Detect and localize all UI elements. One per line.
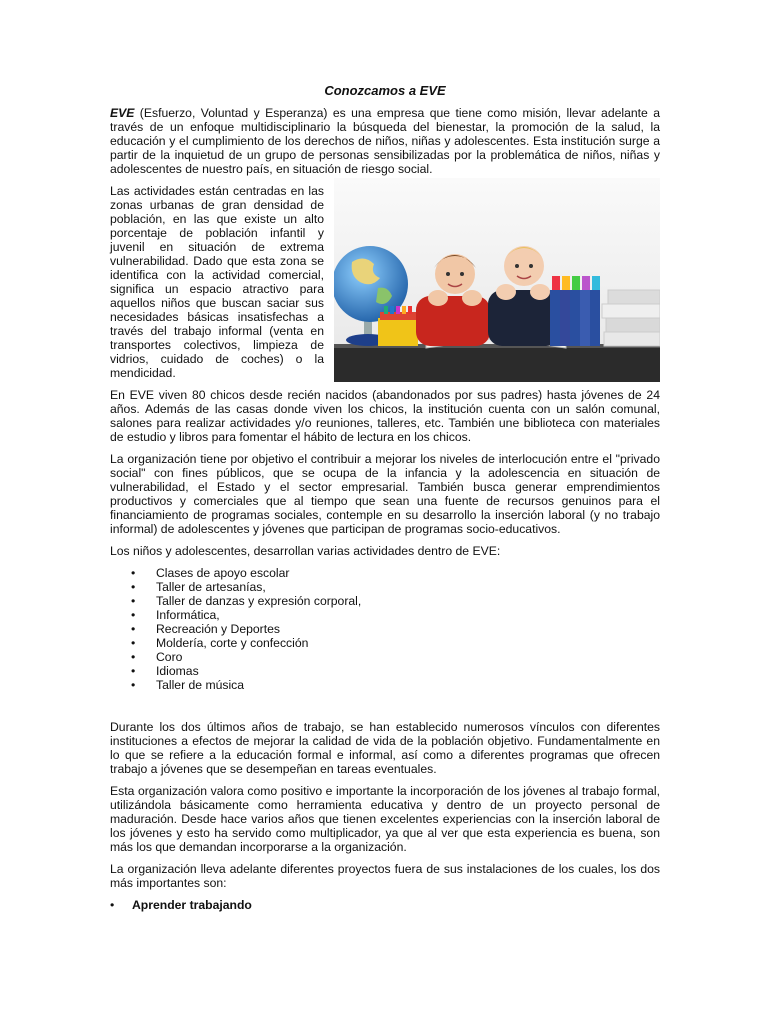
paragraph: Los niños y adolescentes, desarrollan varias actividades dentro de EVE: <box>110 544 501 558</box>
list-item: • Informática, <box>131 608 220 622</box>
bullet-icon: • <box>110 898 115 912</box>
document-body <box>110 84 660 912</box>
bullet-icon: • <box>131 636 136 650</box>
paragraph: La organización lleva adelante diferentes proyectos fuera de sus instalaciones de los cuales, los dos más importantes son: <box>110 862 660 890</box>
list-item: • Clases de apoyo escolar <box>131 566 290 580</box>
bullet-icon: • <box>131 622 136 636</box>
bullet-icon: • <box>131 566 136 580</box>
intro-line <box>110 106 660 176</box>
bullet-icon: • <box>131 678 136 692</box>
bullet-icon: • <box>131 664 136 678</box>
paragraph: En EVE viven 80 chicos desde recién nacidos (abandonados por sus padres) hasta jóvenes de 24 años. Además de las casas donde viven los chicos, la institución cuenta con un salón comunal, salones para realizar actividades y/o reuniones, talleres, etc. También une biblioteca con materiales de estudio y libros para fomentar el hábito de lectura en los chicos. <box>110 388 660 444</box>
activities-list <box>110 566 660 692</box>
paragraph: La organización tiene por objetivo el contribuir a mejorar los niveles de interlocución entre el "privado social" con fines públicos, que se ocupa de la infancia y la adolescencia en situación de vulnerabilidad, el Estado y el sector empresarial. También busca generar emprendimientos productivos y comerciales que al tiempo que sean una fuente de recursos genuinos para el financiamiento de programas sociales, contemple en su desarrollo la inserción laboral (y no trabajo informal) de adolescentes y jóvenes que participan de programas socio-educativos. <box>110 452 660 536</box>
intro-text: (Esfuerzo, Voluntad y Esperanza) es una empresa que tiene como misión, llevar adelante a través de un enfoque multidisciplinario la búsqueda del bienestar, la promoción de la salud, la educación y el cumplimiento de los derechos de niños, niñas y adolescentes. Esta institución surge a partir de la inquietud de un grupo de personas sensibilizadas por la problemática de niños, niñas y adolescentes de nuestro país, en situación de riesgo social. <box>110 106 660 176</box>
paragraph: Las actividades están centradas en las zonas urbanas de gran densidad de población, en las que existe un alto porcentaje de población infantil y juvenil en situación de extrema vulnerabilidad. Dado que esta zona se identifica con la actividad comercial, significa un espacio atractivo para aquellos niños que buscan saciar sus necesidades básicas insatisfechas a través del trabajo informal (venta en transportes colectivos, limpieza de vidrios, cuidado de coches) o la mendicidad. <box>110 184 324 380</box>
brand-name: EVE <box>110 106 135 120</box>
page-title: Conozcamos a EVE <box>324 83 446 98</box>
section-subheading: • Aprender trabajando <box>110 898 252 912</box>
list-item: • Moldería, corte y confección <box>131 636 309 650</box>
list-item: • Taller de artesanías, <box>131 580 266 594</box>
bullet-icon: • <box>131 580 136 594</box>
list-item: • Recreación y Deportes <box>131 622 280 636</box>
list-item: • Idiomas <box>131 664 199 678</box>
list-item: • Coro <box>131 650 183 664</box>
paragraph: Esta organización valora como positivo e importante la incorporación de los jóvenes al trabajo formal, utilizándola básicamente como herramienta educativa y dentro de un proyecto personal de maduración. Desde hace varios años que tienen excelentes experiencias con la inserción laboral de los jóvenes y esto ha servido como multiplicador, ya que al ver que esta experiencia es buena, son más los que demandan incorporarse a la organización. <box>110 784 660 854</box>
paragraph: Durante los dos últimos años de trabajo, se han establecido numerosos vínculos con diferentes instituciones a efectos de mejorar la calidad de vida de la población objetivo. Fundamentalmente en lo que se refiere a la educación formal e informal, así como a diferentes programas que ofrecen trabajo a jóvenes que se desempeñan en tareas eventuales. <box>110 720 660 776</box>
list-item: • Taller de danzas y expresión corporal, <box>131 594 362 608</box>
bullet-icon: • <box>131 594 136 608</box>
bullet-icon: • <box>131 650 136 664</box>
list-item: • Taller de música <box>131 678 245 692</box>
bullet-icon: • <box>131 608 136 622</box>
children-photo <box>334 178 660 382</box>
